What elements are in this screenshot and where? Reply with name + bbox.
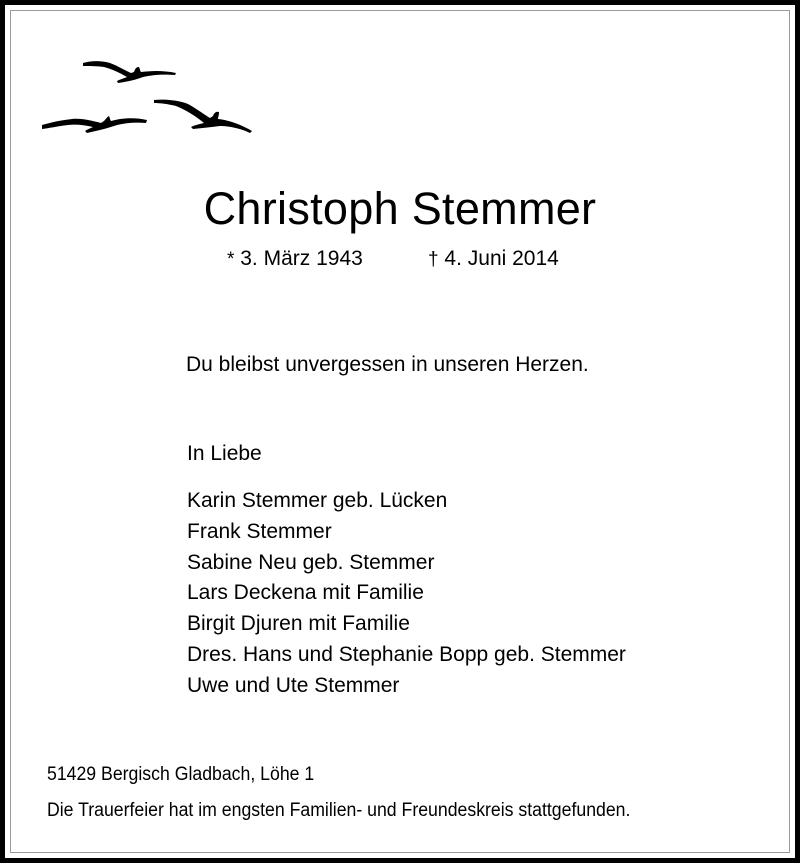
birth-asterisk-icon: * xyxy=(227,249,235,270)
mourner-entry: Frank Stemmer xyxy=(187,519,332,543)
birth-date-text: 3. März 1943 xyxy=(240,247,363,270)
memorial-motto: Du bleibst unvergessen in unseren Herzen. xyxy=(186,353,589,376)
mourners-list xyxy=(187,488,626,704)
death-date xyxy=(428,246,559,273)
bird-icon-right xyxy=(154,100,252,133)
mourner-entry: Karin Stemmer geb. Lücken xyxy=(187,489,448,512)
death-dagger-icon: † xyxy=(428,249,439,270)
funeral-service-note: Die Trauerfeier hat im engsten Familien- und Freundeskreis stattgefunden. xyxy=(47,800,631,821)
mourner-entry: Dres. Hans und Stephanie Bopp geb. Stemmer xyxy=(187,642,626,666)
flying-birds-icon xyxy=(38,55,260,140)
bird-icon-left xyxy=(42,116,147,133)
mourner-entry: Sabine Neu geb. Stemmer xyxy=(187,550,435,574)
closing-line: In Liebe xyxy=(187,442,262,465)
mourner-entry: Uwe und Ute Stemmer xyxy=(187,673,400,697)
mourner-entry: Lars Deckena mit Familie xyxy=(187,581,424,605)
bird-icon-top xyxy=(83,61,176,83)
birth-date xyxy=(227,246,363,273)
mourner-entry: Birgit Djuren mit Familie xyxy=(187,612,410,636)
family-address: 51429 Bergisch Gladbach, Löhe 1 xyxy=(47,764,315,785)
death-date-text: 4. Juni 2014 xyxy=(444,247,559,270)
deceased-name: Christoph Stemmer xyxy=(203,183,597,234)
